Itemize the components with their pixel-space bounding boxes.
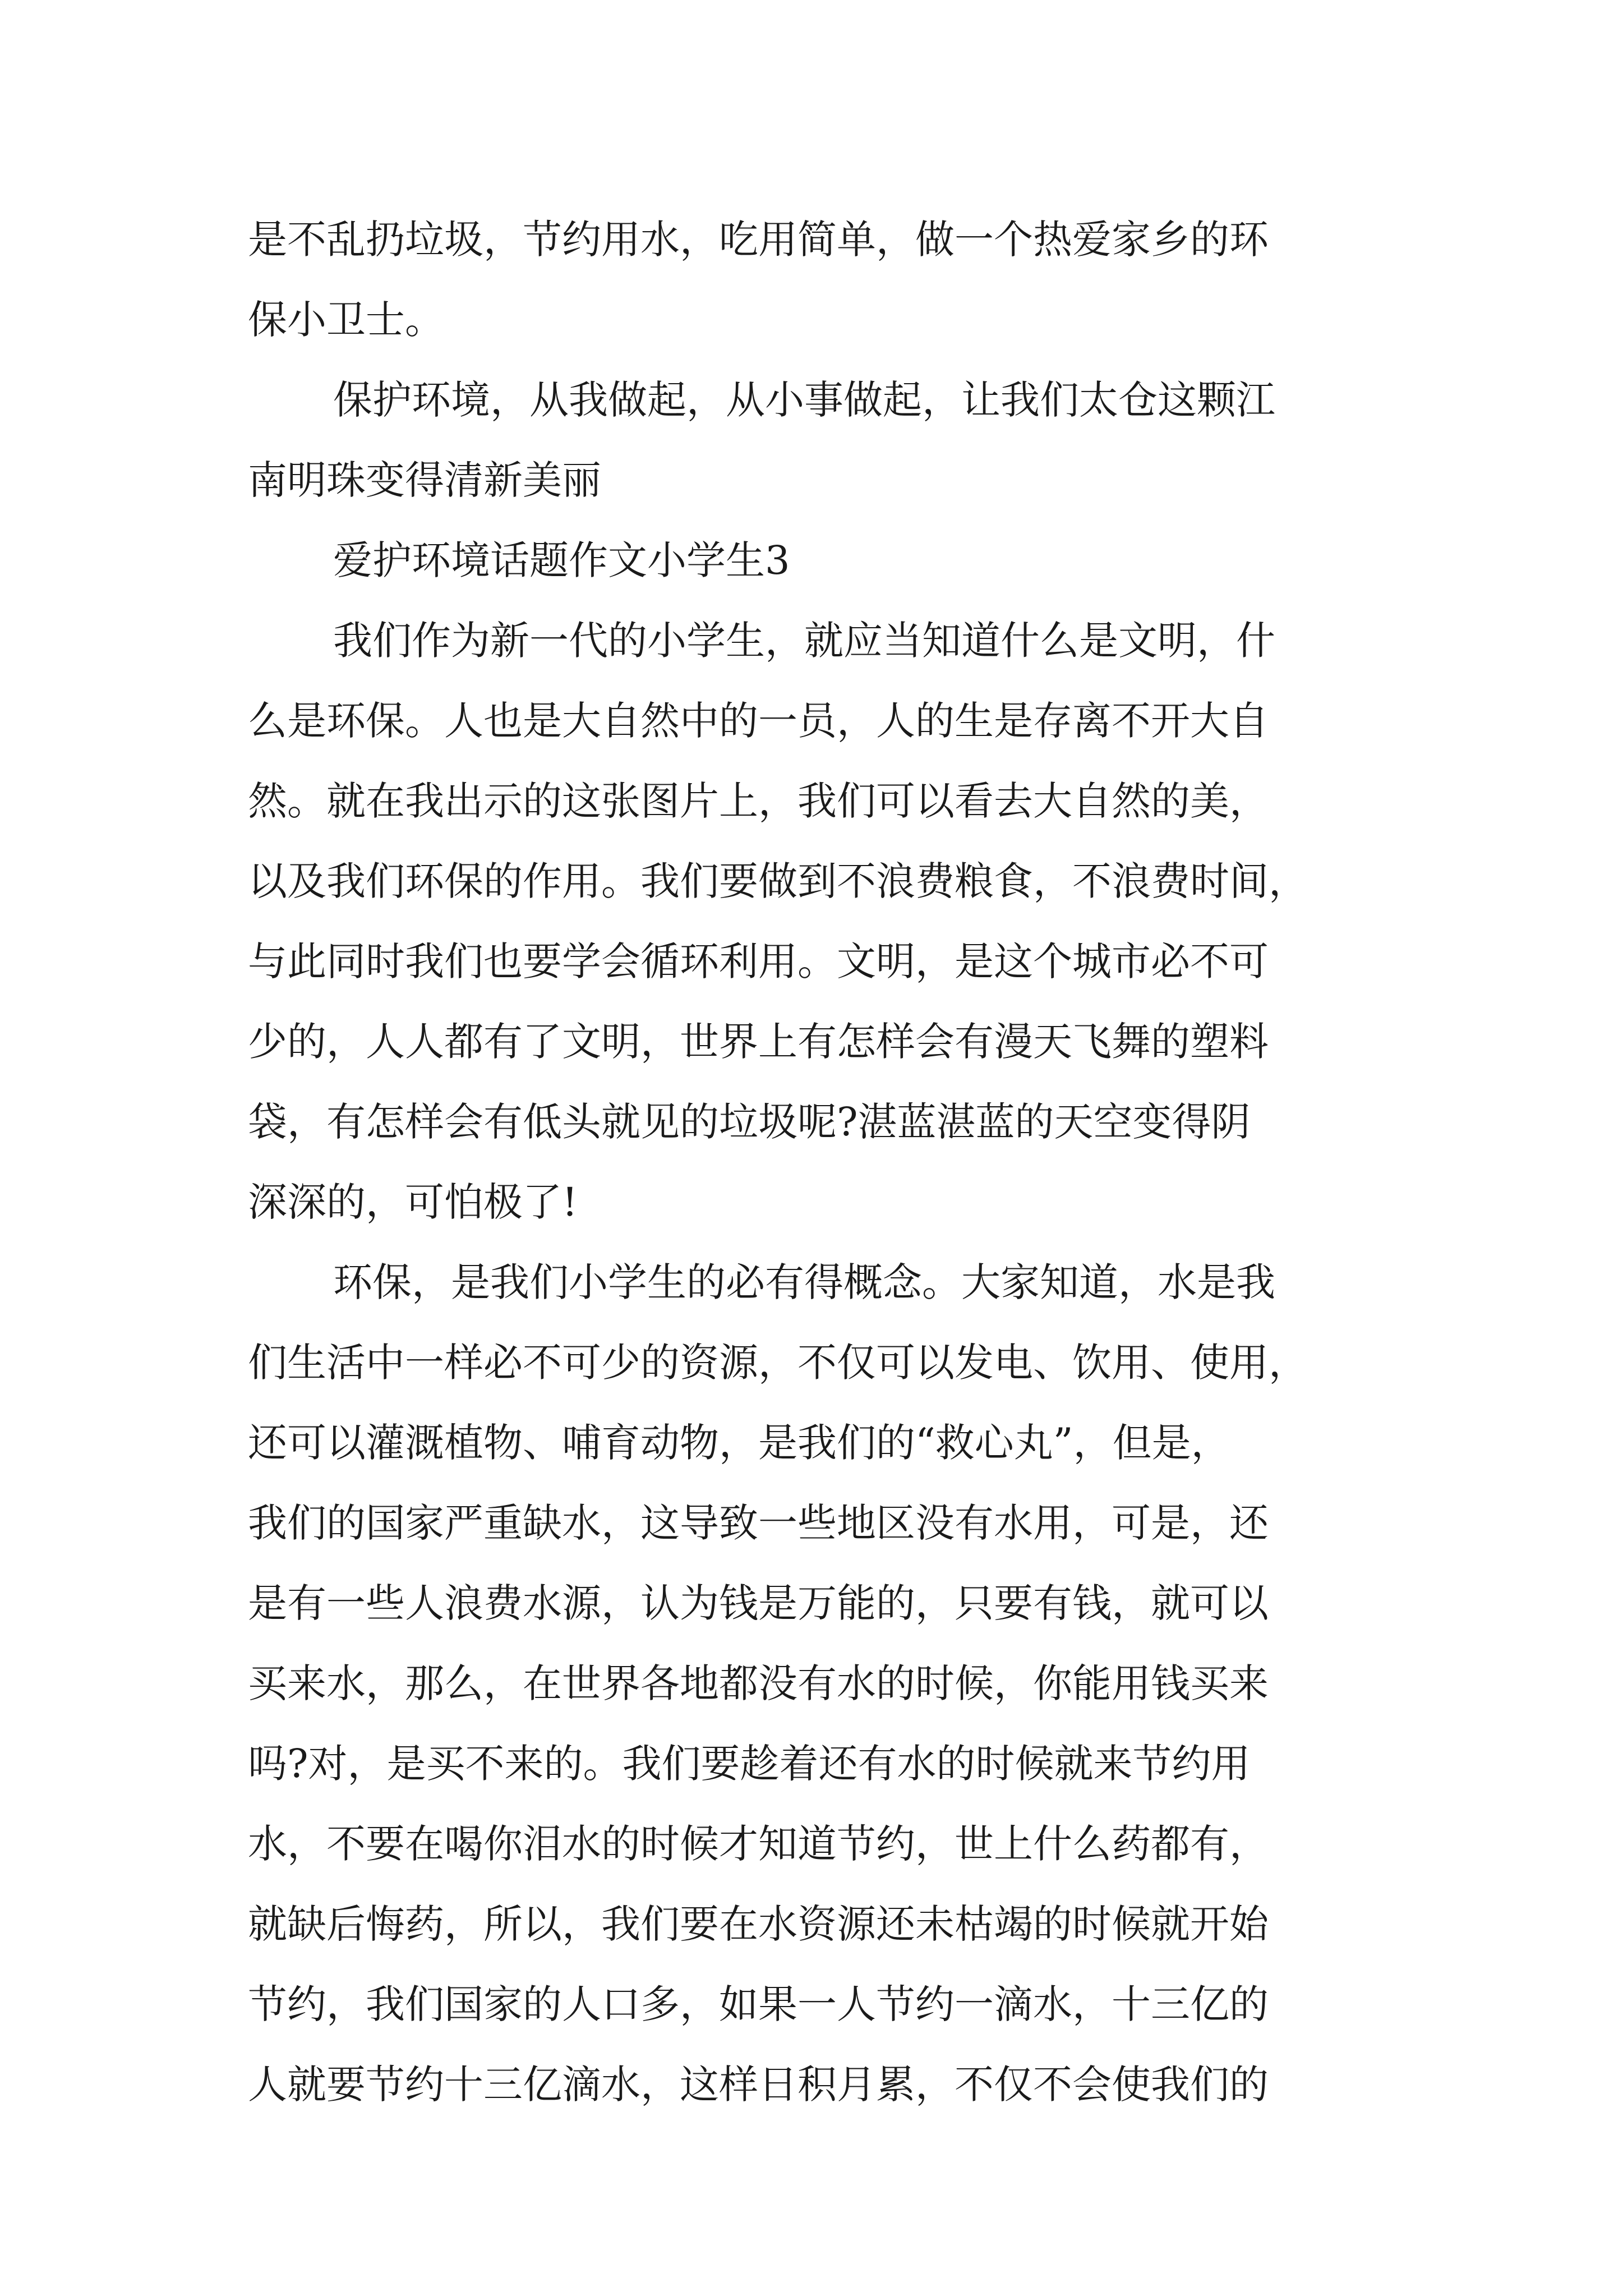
text-line: 然。就在我出示的这张图片上，我们可以看去大自然的美， [248, 778, 1269, 824]
text-line: 买来水，那么，在世界各地都没有水的时候，你能用钱买来 [248, 1660, 1269, 1706]
text-line: 人就要节约十三亿滴水，这样日积月累，不仅不会使我们的 [248, 2062, 1269, 2108]
text-line: 还可以灌溉植物、哺育动物，是我们的“救心丸”，但是， [248, 1420, 1230, 1466]
text-line: 深深的，可怕极了! [248, 1179, 578, 1225]
text-line: 们生活中一样必不可少的资源，不仅可以发电、饮用、使用， [248, 1340, 1308, 1386]
text-line: 保护环境，从我做起，从小事做起，让我们太仓这颗江 [333, 377, 1275, 423]
text-line: 水，不要在喝你泪水的时候才知道节约，世上什么药都有， [248, 1821, 1269, 1867]
text-line: 就缺后悔药，所以，我们要在水资源还未枯竭的时候就开始 [248, 1901, 1269, 1947]
text-line: 保小卫士。 [248, 297, 444, 343]
text-line: 是不乱扔垃圾，节约用水，吃用简单，做一个热爱家乡的环 [248, 217, 1269, 263]
text-line: 么是环保。人也是大自然中的一员，人的生是存离不开大自 [248, 698, 1269, 744]
text-line: 南明珠变得清新美丽 [248, 457, 601, 503]
text-line: 以及我们环保的作用。我们要做到不浪费粮食，不浪费时间， [248, 858, 1308, 904]
text-line: 我们作为新一代的小学生，就应当知道什么是文明，什 [333, 618, 1275, 664]
text-line: 我们的国家严重缺水，这导致一些地区没有水用，可是，还 [248, 1500, 1269, 1546]
text-line: 少的，人人都有了文明，世界上有怎样会有漫天飞舞的塑料 [248, 1019, 1269, 1065]
text-line: 是有一些人浪费水源，认为钱是万能的，只要有钱，就可以 [248, 1580, 1269, 1626]
text-line: 吗?对，是买不来的。我们要趁着还有水的时候就来节约用 [248, 1741, 1251, 1787]
text-line: 节约，我们国家的人口多，如果一人节约一滴水，十三亿的 [248, 1981, 1269, 2027]
text-line: 与此同时我们也要学会循环利用。文明，是这个城市必不可 [248, 938, 1269, 984]
text-line: 环保，是我们小学生的必有得概念。大家知道，水是我 [333, 1259, 1275, 1305]
section-heading: 爱护环境话题作文小学生3 [333, 537, 790, 583]
text-line: 袋，有怎样会有低头就见的垃圾呢?湛蓝湛蓝的天空变得阴 [248, 1099, 1251, 1145]
